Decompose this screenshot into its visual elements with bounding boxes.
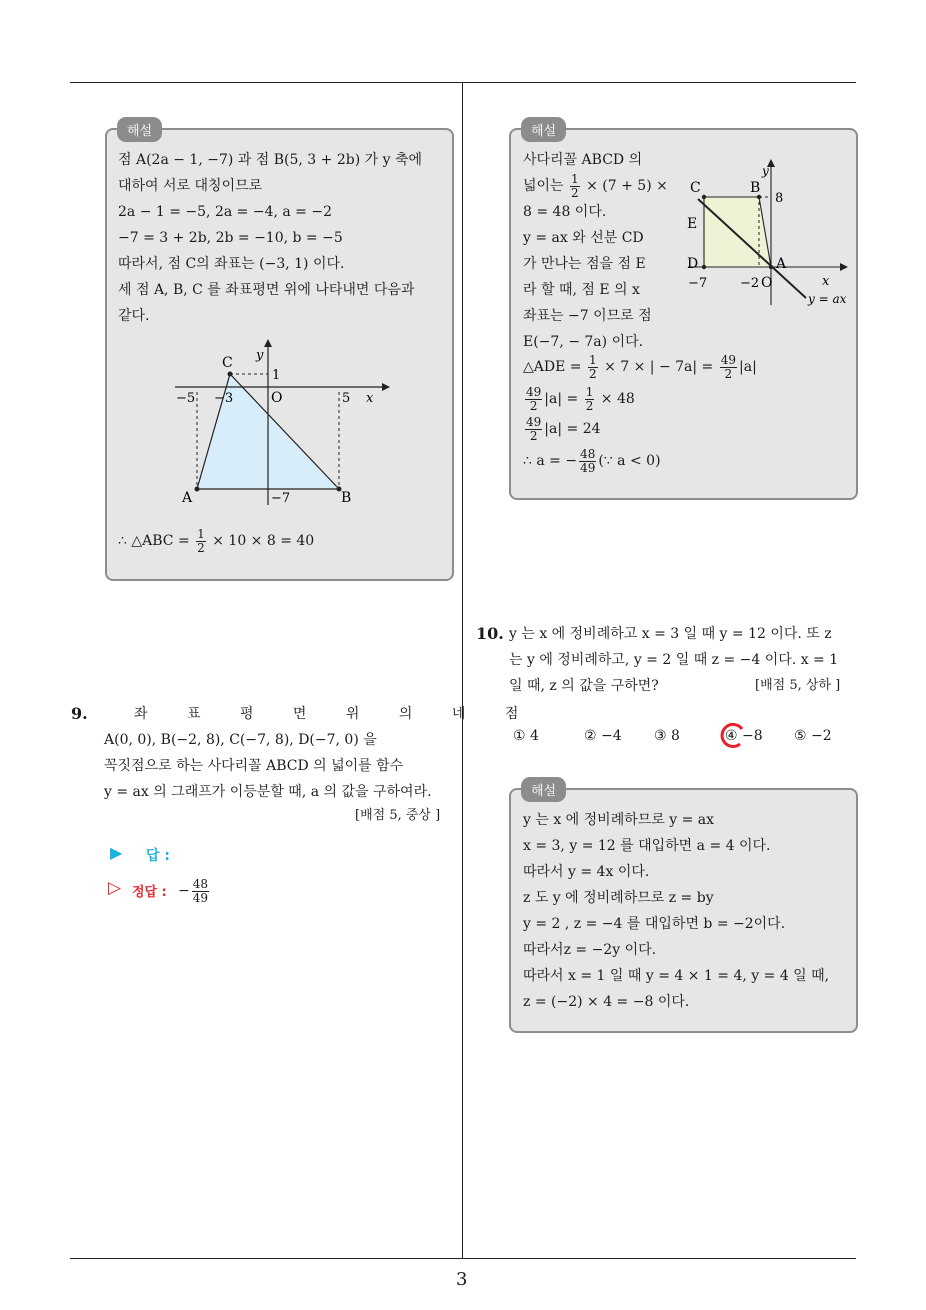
label-b: B (750, 180, 761, 196)
solution-line: 가 만나는 점을 점 E (523, 256, 646, 272)
choice-2[interactable]: ② −4 (584, 728, 622, 744)
question-line: A(0, 0), B(−2, 8), C(−7, 8), D(−7, 0) 을 (104, 732, 377, 748)
label-minus7: −7 (688, 276, 708, 291)
top-rule (70, 82, 856, 83)
question-line: y = ax 의 그래프가 이등분할 때, a 의 값을 구하여라. (104, 784, 432, 800)
solution-line: 따라서z = −2y 이다. (523, 942, 657, 958)
solution-line: z 도 y 에 정비례하므로 z = by (523, 890, 714, 906)
page-number: 3 (456, 1269, 468, 1290)
question-line: 꼭짓점으로 하는 사다리꼴 ABCD 의 넓이를 함수 (104, 758, 404, 774)
label-c: C (690, 180, 701, 196)
correct-answer-value: − $\frac{48}{49}$ (178, 876, 209, 905)
solution-line: 따라서 y = 4x 이다. (523, 864, 650, 880)
label-b: B (341, 490, 352, 506)
label-line: y = ax (808, 292, 847, 306)
bottom-rule (70, 1258, 856, 1259)
question-score: [배점 5, 중상 ] (355, 808, 441, 823)
solution-equation: $\frac{49}{2}$ |a| = 24 (526, 414, 601, 443)
solution-line: y 는 x 에 정비례하므로 y = ax (523, 812, 715, 828)
triangle-graph (150, 335, 410, 515)
label-minus5: −5 (176, 391, 196, 406)
label-o: O (271, 390, 283, 406)
solution-line: 사다리꼴 ABCD 의 (523, 152, 643, 168)
trapezoid-graph (680, 155, 850, 305)
solution-line: 8 = 48 이다. (523, 204, 607, 220)
question-number: 10. (476, 624, 504, 643)
question-line: y 는 x 에 정비례하고 x = 3 일 때 y = 12 이다. 또 z (509, 626, 832, 642)
solution-line: 2a − 1 = −5, 2a = −4, a = −2 (118, 204, 332, 220)
solution-line: 라 할 때, 점 E 의 x (523, 282, 640, 298)
solution-line: 좌표는 −7 이므로 점 (523, 308, 652, 324)
question-number: 9. (71, 704, 88, 723)
solution-final: ∴ a = − $\frac{48}{49}$ (∵ a < 0) (523, 446, 661, 475)
choice-4[interactable]: ④ −8 (725, 728, 763, 744)
label-c: C (222, 355, 233, 371)
label-d: D (687, 256, 699, 272)
question-line: 일 때, z 의 값을 구하면? (509, 678, 659, 694)
label-x: x (822, 274, 830, 289)
label-a: A (182, 490, 193, 506)
choice-5[interactable]: ⑤ −2 (794, 728, 832, 744)
solution-equation: △ADE = $\frac{1}{2}$ × 7 × | − 7a| = $\frac{49}{2}$ |a| (523, 352, 757, 381)
answer-play-icon: ▶ (110, 843, 123, 862)
question-line: 는 y 에 정비례하고, y = 2 일 때 z = −4 이다. x = 1 (509, 652, 839, 668)
label-y: y (762, 164, 769, 178)
solution-tag: 해설 (521, 777, 566, 802)
label-y: y (256, 348, 264, 363)
correct-answer-label: 정답 : (132, 885, 167, 900)
label-e: E (687, 216, 698, 232)
label-eight: 8 (775, 191, 784, 206)
solution-conclusion: ∴ △ABC = $\frac{1}{2}$ × 10 × 8 = 40 (118, 526, 315, 555)
answer-circle-mark (718, 720, 748, 750)
label-minus7: −7 (271, 491, 291, 506)
solution-line: E(−7, − 7a) 이다. (523, 334, 644, 350)
label-o: O (761, 275, 773, 291)
solution-line: y = 2 , z = −4 를 대입하면 b = −2이다. (523, 916, 786, 932)
label-a: A (776, 256, 787, 272)
solution-line: 따라서 x = 1 일 때 y = 4 × 1 = 4, y = 4 일 때, (523, 968, 830, 984)
solution-line: 대하여 서로 대칭이므로 (118, 178, 263, 194)
question-score: [배점 5, 상하 ] (755, 678, 841, 693)
solution-line: 따라서, 점 C의 좌표는 (−3, 1) 이다. (118, 256, 345, 272)
correct-answer-icon: ▷ (108, 878, 122, 898)
label-minus2: −2 (740, 276, 760, 291)
label-one: 1 (272, 368, 281, 383)
answer-label: 답 : (146, 848, 170, 864)
label-five: 5 (342, 391, 351, 406)
column-divider (462, 82, 463, 1258)
solution-line: 넓이는 $\frac{1}{2}$ × (7 + 5) × (523, 171, 668, 200)
solution-line: z = (−2) × 4 = −8 이다. (523, 994, 690, 1010)
choice-1[interactable]: ① 4 (513, 728, 539, 744)
label-x: x (366, 391, 374, 406)
solution-line: x = 3, y = 12 를 대입하면 a = 4 이다. (523, 838, 771, 854)
solution-line: 같다. (118, 308, 150, 324)
label-minus3: −3 (214, 391, 234, 406)
solution-equation: $\frac{49}{2}$ |a| = $\frac{1}{2}$ × 48 (526, 384, 635, 413)
solution-tag: 해설 (117, 117, 162, 142)
solution-line: −7 = 3 + 2b, 2b = −10, b = −5 (118, 230, 343, 246)
choice-3[interactable]: ③ 8 (654, 728, 680, 744)
solution-line: 세 점 A, B, C 를 좌표평면 위에 나타내면 다음과 (118, 282, 415, 298)
solution-line: 점 A(2a − 1, −7) 과 점 B(5, 3 + 2b) 가 y 축에 (118, 152, 422, 168)
question-line: 좌 표 평 면 위 의 네 점 (134, 706, 519, 722)
solution-line: y = ax 와 선분 CD (523, 230, 644, 246)
solution-tag: 해설 (521, 117, 566, 142)
